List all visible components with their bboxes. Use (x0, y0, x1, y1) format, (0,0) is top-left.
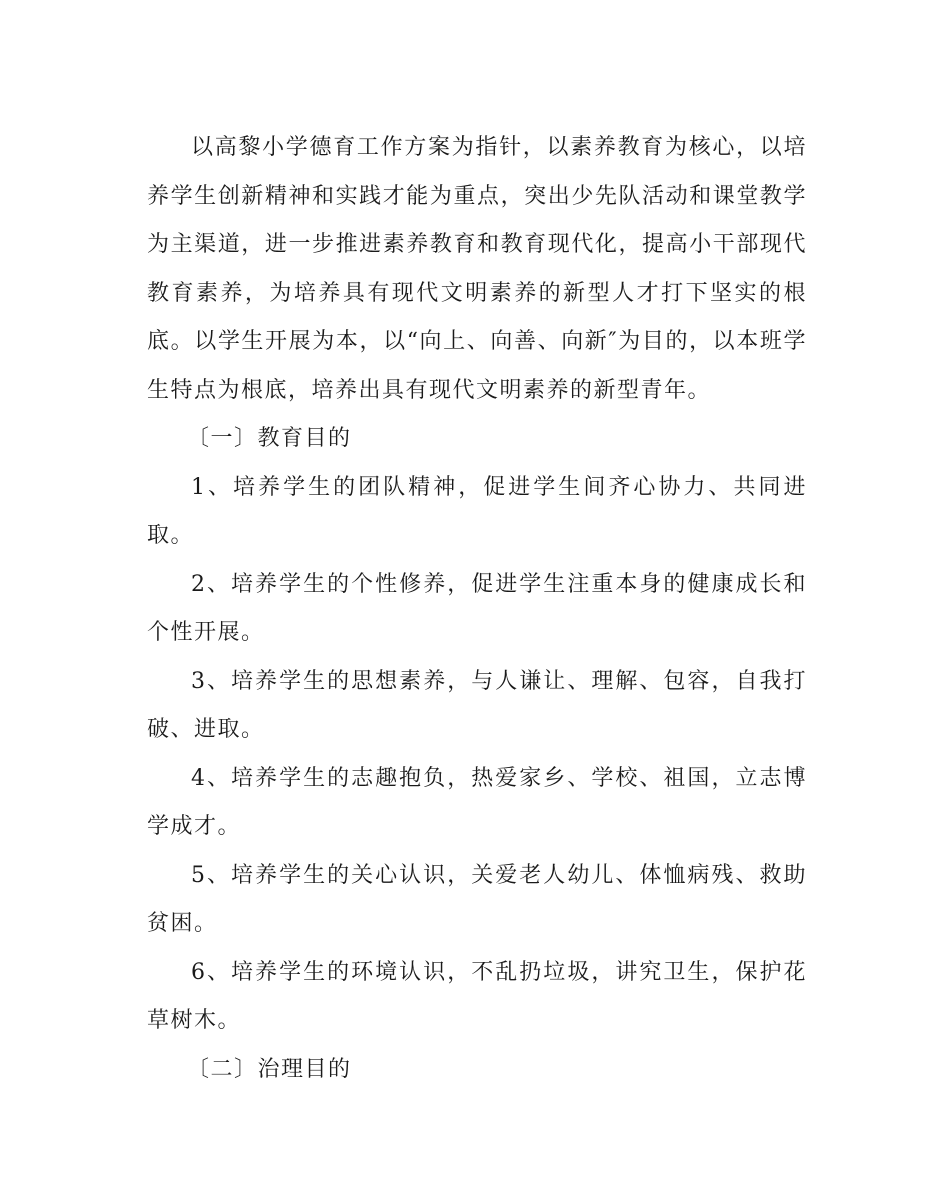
section-heading-education-goals: 〔一〕教育目的 (187, 426, 352, 451)
goal-item-4: 4、培养学生的志趣抱负，热爱家乡、学校、祖国，立志博学成才。 (147, 765, 807, 839)
goal-item-3: 3、培养学生的思想素养，与人谦让、理解、包容，自我打破、进取。 (147, 668, 807, 742)
goal-item-1: 1、培养学生的团队精神，促进学生间齐心协力、共同进取。 (147, 474, 807, 548)
section-heading-management-goals: 〔二〕治理目的 (187, 1056, 352, 1082)
goal-item-6: 6、培养学生的环境认识，不乱扔垃圾，讲究卫生，保护花草树木。 (147, 959, 807, 1033)
goal-item-2: 2、培养学生的个性修养，促进学生注重本身的健康成长和个性开展。 (147, 571, 807, 645)
intro-paragraph: 以高黎小学德育工作方案为指针，以素养教育为核心，以培养学生创新精神和实践才能为重点，突出少先队活动和课堂教学为主渠道，进一步推进素养教育和教育现代化，提高小干部现代教育素养，为培养具有现代文明素养的新型人才打下坚实的根底。以学生开展为本，以“向上、向善、向新″为目的，以本班学生特点为根底，培养出具有现代文明素养的新型青年。 (147, 135, 807, 403)
document-body (147, 124, 807, 1094)
goal-item-5: 5、培养学生的关心认识，关爱老人幼儿、体恤病残、救助贫困。 (147, 862, 807, 936)
